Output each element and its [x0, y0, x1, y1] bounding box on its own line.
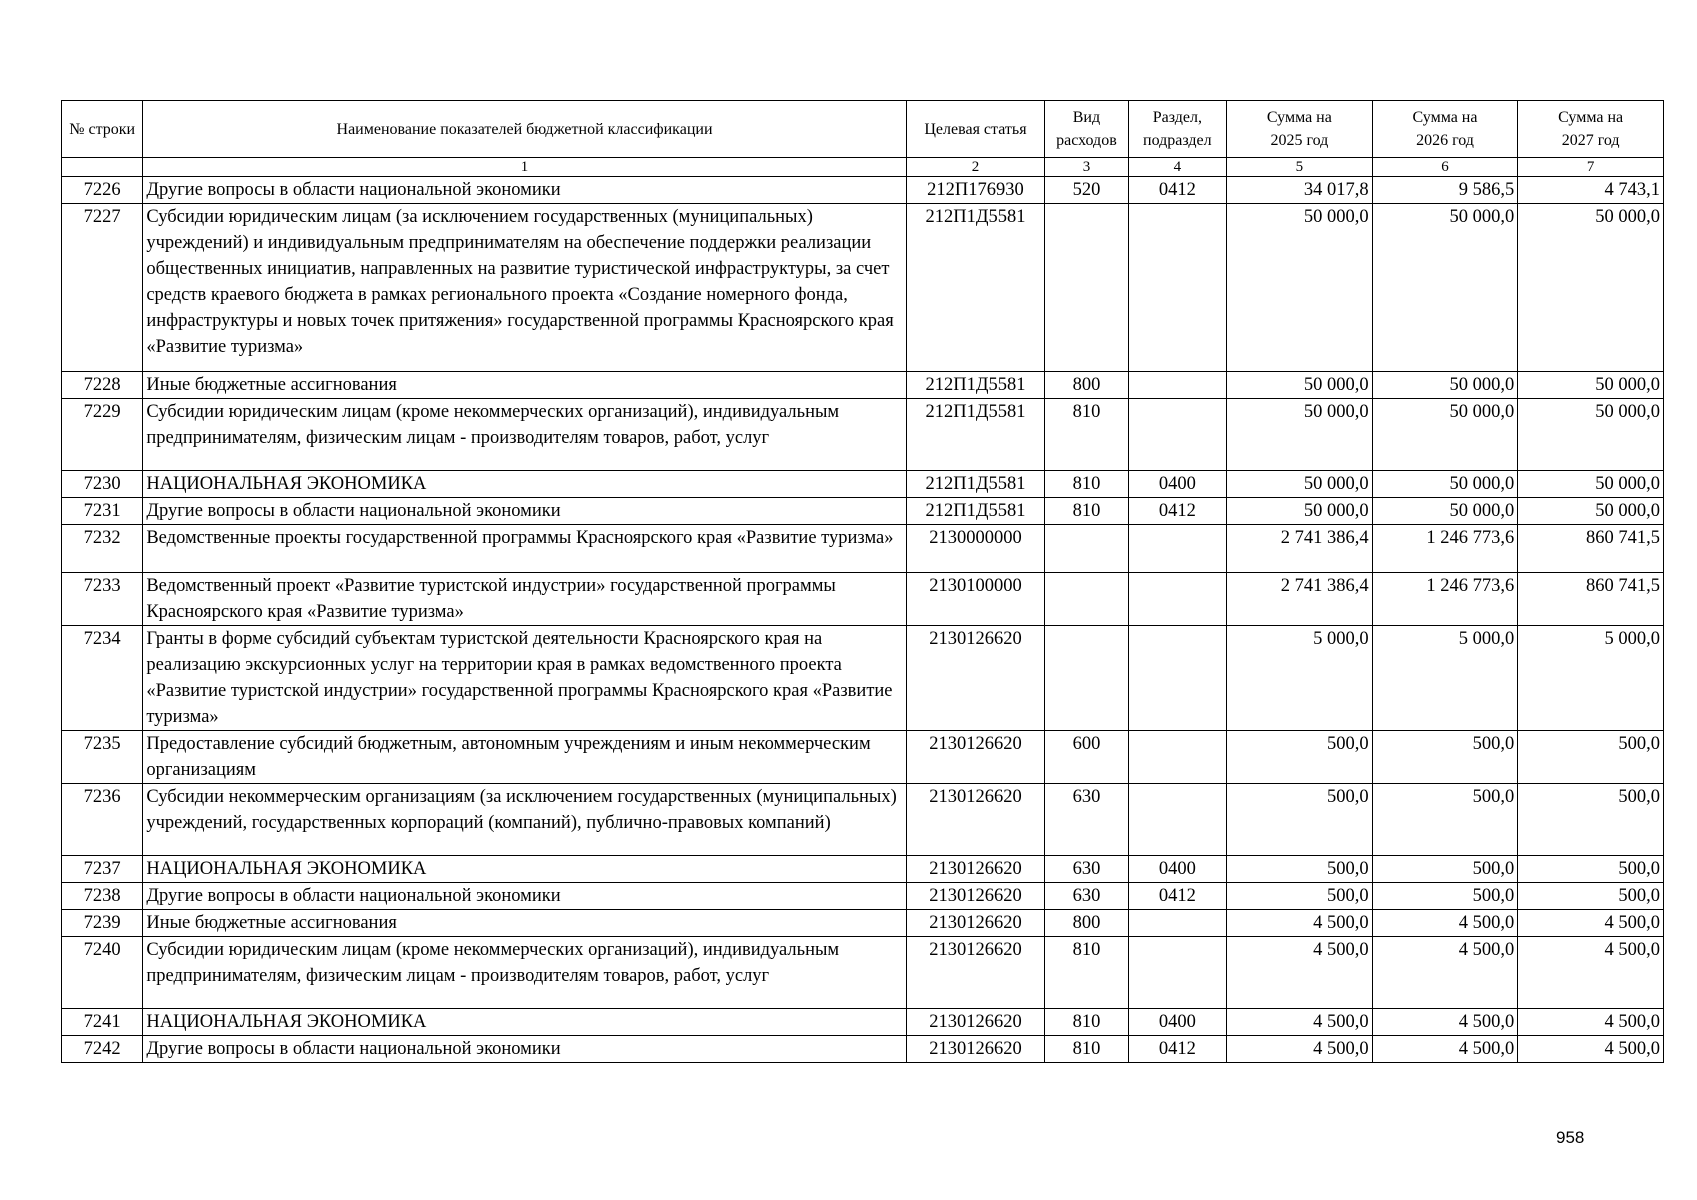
expense-type: 810	[1045, 498, 1128, 525]
sum-2027: 500,0	[1518, 856, 1664, 883]
sum-2026: 500,0	[1372, 784, 1518, 856]
header-row-no: № строки	[62, 101, 143, 158]
column-number: 5	[1227, 158, 1373, 177]
target-article: 2130126620	[906, 1036, 1045, 1063]
indicator-name: Иные бюджетные ассигнования	[143, 910, 906, 937]
section-code	[1128, 399, 1226, 471]
sum-2026: 4 500,0	[1372, 1036, 1518, 1063]
sum-2025: 4 500,0	[1227, 910, 1373, 937]
table-row	[62, 399, 1664, 471]
column-number-row	[62, 158, 1664, 177]
row-number: 7236	[62, 784, 143, 856]
column-number	[62, 158, 143, 177]
indicator-name: Другие вопросы в области национальной экономики	[143, 1036, 906, 1063]
indicator-name: Иные бюджетные ассигнования	[143, 372, 906, 399]
row-number: 7231	[62, 498, 143, 525]
section-code: 0400	[1128, 856, 1226, 883]
sum-2027: 50 000,0	[1518, 204, 1664, 372]
section-code: 0412	[1128, 498, 1226, 525]
section-code: 0412	[1128, 1036, 1226, 1063]
table-row	[62, 177, 1664, 204]
section-code	[1128, 626, 1226, 731]
target-article: 2130126620	[906, 937, 1045, 1009]
header-section: Раздел, подраздел	[1128, 101, 1226, 158]
sum-2026: 500,0	[1372, 856, 1518, 883]
section-code	[1128, 525, 1226, 573]
row-number: 7228	[62, 372, 143, 399]
header-sum-2027: Сумма на 2027 год	[1518, 101, 1664, 158]
page-number: 958	[1556, 1128, 1585, 1147]
sum-2025: 4 500,0	[1227, 937, 1373, 1009]
target-article: 2130000000	[906, 525, 1045, 573]
sum-2025: 2 741 386,4	[1227, 573, 1373, 626]
target-article: 2130126620	[906, 784, 1045, 856]
column-number: 7	[1518, 158, 1664, 177]
table-row	[62, 573, 1664, 626]
sum-2026: 50 000,0	[1372, 471, 1518, 498]
sum-2025: 50 000,0	[1227, 372, 1373, 399]
target-article: 2130126620	[906, 626, 1045, 731]
section-code: 0412	[1128, 177, 1226, 204]
header-row	[62, 101, 1664, 158]
target-article: 2130126620	[906, 1009, 1045, 1036]
table-row	[62, 1036, 1664, 1063]
header-target: Целевая статья	[906, 101, 1045, 158]
row-number: 7242	[62, 1036, 143, 1063]
table-row	[62, 883, 1664, 910]
row-number: 7237	[62, 856, 143, 883]
sum-2025: 34 017,8	[1227, 177, 1373, 204]
column-number: 6	[1372, 158, 1518, 177]
sum-2025: 50 000,0	[1227, 204, 1373, 372]
sum-2026: 500,0	[1372, 883, 1518, 910]
sum-2025: 50 000,0	[1227, 399, 1373, 471]
expense-type: 630	[1045, 784, 1128, 856]
indicator-name: НАЦИОНАЛЬНАЯ ЭКОНОМИКА	[143, 856, 906, 883]
row-number: 7230	[62, 471, 143, 498]
sum-2027: 50 000,0	[1518, 498, 1664, 525]
target-article: 212П1Д5581	[906, 399, 1045, 471]
header-name: Наименование показателей бюджетной классификации	[143, 101, 906, 158]
sum-2025: 500,0	[1227, 856, 1373, 883]
expense-type	[1045, 204, 1128, 372]
target-article: 212П1Д5581	[906, 498, 1045, 525]
section-code	[1128, 204, 1226, 372]
target-article: 2130126620	[906, 910, 1045, 937]
table-row	[62, 626, 1664, 731]
table-row	[62, 471, 1664, 498]
header-sum-2025: Сумма на 2025 год	[1227, 101, 1373, 158]
expense-type: 810	[1045, 471, 1128, 498]
indicator-name: Субсидии юридическим лицам (кроме некоммерческих организаций), индивидуальным предпринимателям, физическим лицам - производителям товаров, работ, услуг	[143, 937, 906, 1009]
section-code	[1128, 910, 1226, 937]
target-article: 2130126620	[906, 856, 1045, 883]
indicator-name: Другие вопросы в области национальной экономики	[143, 498, 906, 525]
expense-type: 810	[1045, 937, 1128, 1009]
sum-2027: 500,0	[1518, 784, 1664, 856]
sum-2027: 5 000,0	[1518, 626, 1664, 731]
indicator-name: Другие вопросы в области национальной экономики	[143, 883, 906, 910]
table-row	[62, 731, 1664, 784]
row-number: 7240	[62, 937, 143, 1009]
section-code: 0412	[1128, 883, 1226, 910]
sum-2027: 50 000,0	[1518, 471, 1664, 498]
expense-type: 600	[1045, 731, 1128, 784]
expense-type: 810	[1045, 399, 1128, 471]
sum-2026: 50 000,0	[1372, 372, 1518, 399]
sum-2027: 860 741,5	[1518, 525, 1664, 573]
sum-2027: 4 500,0	[1518, 910, 1664, 937]
header-sum-2026: Сумма на 2026 год	[1372, 101, 1518, 158]
section-code: 0400	[1128, 471, 1226, 498]
table-row	[62, 498, 1664, 525]
sum-2027: 4 500,0	[1518, 937, 1664, 1009]
indicator-name: Субсидии некоммерческим организациям (за исключением государственных (муниципальных) учреждений, государственных корпораций (компаний), публично-правовых компаний)	[143, 784, 906, 856]
row-number: 7234	[62, 626, 143, 731]
sum-2026: 4 500,0	[1372, 937, 1518, 1009]
table-row	[62, 525, 1664, 573]
indicator-name: Предоставление субсидий бюджетным, автономным учреждениям и иным некоммерческим организациям	[143, 731, 906, 784]
target-article: 212П1Д5581	[906, 204, 1045, 372]
target-article: 2130126620	[906, 731, 1045, 784]
row-number: 7241	[62, 1009, 143, 1036]
sum-2025: 500,0	[1227, 731, 1373, 784]
sum-2026: 5 000,0	[1372, 626, 1518, 731]
sum-2027: 500,0	[1518, 731, 1664, 784]
header-exp-type: Вид расходов	[1045, 101, 1128, 158]
indicator-name: Другие вопросы в области национальной экономики	[143, 177, 906, 204]
sum-2027: 4 743,1	[1518, 177, 1664, 204]
sum-2025: 50 000,0	[1227, 471, 1373, 498]
expense-type: 630	[1045, 856, 1128, 883]
column-number: 1	[143, 158, 906, 177]
section-code	[1128, 731, 1226, 784]
section-code	[1128, 573, 1226, 626]
row-number: 7238	[62, 883, 143, 910]
expense-type: 520	[1045, 177, 1128, 204]
row-number: 7227	[62, 204, 143, 372]
sum-2025: 5 000,0	[1227, 626, 1373, 731]
target-article: 2130100000	[906, 573, 1045, 626]
sum-2026: 500,0	[1372, 731, 1518, 784]
sum-2025: 4 500,0	[1227, 1009, 1373, 1036]
section-code	[1128, 937, 1226, 1009]
sum-2026: 50 000,0	[1372, 204, 1518, 372]
table-row	[62, 856, 1664, 883]
column-number: 4	[1128, 158, 1226, 177]
sum-2027: 50 000,0	[1518, 372, 1664, 399]
expense-type: 630	[1045, 883, 1128, 910]
sum-2026: 1 246 773,6	[1372, 573, 1518, 626]
expense-type: 800	[1045, 910, 1128, 937]
indicator-name: Ведомственный проект «Развитие туристской индустрии» государственной программы Красноярского края «Развитие туризма»	[143, 573, 906, 626]
target-article: 212П176930	[906, 177, 1045, 204]
table-row	[62, 372, 1664, 399]
row-number: 7232	[62, 525, 143, 573]
expense-type	[1045, 573, 1128, 626]
sum-2027: 4 500,0	[1518, 1036, 1664, 1063]
table-row	[62, 204, 1664, 372]
expense-type: 810	[1045, 1009, 1128, 1036]
column-number: 3	[1045, 158, 1128, 177]
table-row	[62, 784, 1664, 856]
indicator-name: Ведомственные проекты государственной программы Красноярского края «Развитие туризма»	[143, 525, 906, 573]
sum-2027: 50 000,0	[1518, 399, 1664, 471]
sum-2027: 500,0	[1518, 883, 1664, 910]
sum-2027: 860 741,5	[1518, 573, 1664, 626]
column-number: 2	[906, 158, 1045, 177]
sum-2025: 2 741 386,4	[1227, 525, 1373, 573]
sum-2026: 50 000,0	[1372, 399, 1518, 471]
expense-type	[1045, 626, 1128, 731]
sum-2027: 4 500,0	[1518, 1009, 1664, 1036]
row-number: 7233	[62, 573, 143, 626]
section-code	[1128, 372, 1226, 399]
sum-2026: 50 000,0	[1372, 498, 1518, 525]
sum-2026: 1 246 773,6	[1372, 525, 1518, 573]
expense-type	[1045, 525, 1128, 573]
table-row	[62, 1009, 1664, 1036]
row-number: 7235	[62, 731, 143, 784]
target-article: 212П1Д5581	[906, 372, 1045, 399]
row-number: 7229	[62, 399, 143, 471]
sum-2025: 4 500,0	[1227, 1036, 1373, 1063]
expense-type: 800	[1045, 372, 1128, 399]
indicator-name: НАЦИОНАЛЬНАЯ ЭКОНОМИКА	[143, 471, 906, 498]
section-code	[1128, 784, 1226, 856]
sum-2026: 4 500,0	[1372, 910, 1518, 937]
row-number: 7239	[62, 910, 143, 937]
indicator-name: НАЦИОНАЛЬНАЯ ЭКОНОМИКА	[143, 1009, 906, 1036]
budget-table	[61, 100, 1664, 1063]
sum-2026: 4 500,0	[1372, 1009, 1518, 1036]
expense-type: 810	[1045, 1036, 1128, 1063]
sum-2025: 50 000,0	[1227, 498, 1373, 525]
sum-2026: 9 586,5	[1372, 177, 1518, 204]
section-code: 0400	[1128, 1009, 1226, 1036]
target-article: 2130126620	[906, 883, 1045, 910]
indicator-name: Субсидии юридическим лицам (за исключением государственных (муниципальных) учреждений) и индивидуальным предпринимателям на обеспечение поддержки реализации общественных инициатив, направленных на развитие туристической инфраструктуры, за счет средств краевого бюджета в рамках регионального проекта «Создание номерного фонда, инфраструктуры и новых точек притяжения» государственной программы Красноярского края «Развитие туризма»	[143, 204, 906, 372]
target-article: 212П1Д5581	[906, 471, 1045, 498]
indicator-name: Субсидии юридическим лицам (кроме некоммерческих организаций), индивидуальным предпринимателям, физическим лицам - производителям товаров, работ, услуг	[143, 399, 906, 471]
indicator-name: Гранты в форме субсидий субъектам туристской деятельности Красноярского края на реализацию экскурсионных услуг на территории края в рамках ведомственного проекта «Развитие туристской индустрии» государственной программы Красноярского края «Развитие туризма»	[143, 626, 906, 731]
row-number: 7226	[62, 177, 143, 204]
table-row	[62, 937, 1664, 1009]
sum-2025: 500,0	[1227, 784, 1373, 856]
sum-2025: 500,0	[1227, 883, 1373, 910]
table-row	[62, 910, 1664, 937]
